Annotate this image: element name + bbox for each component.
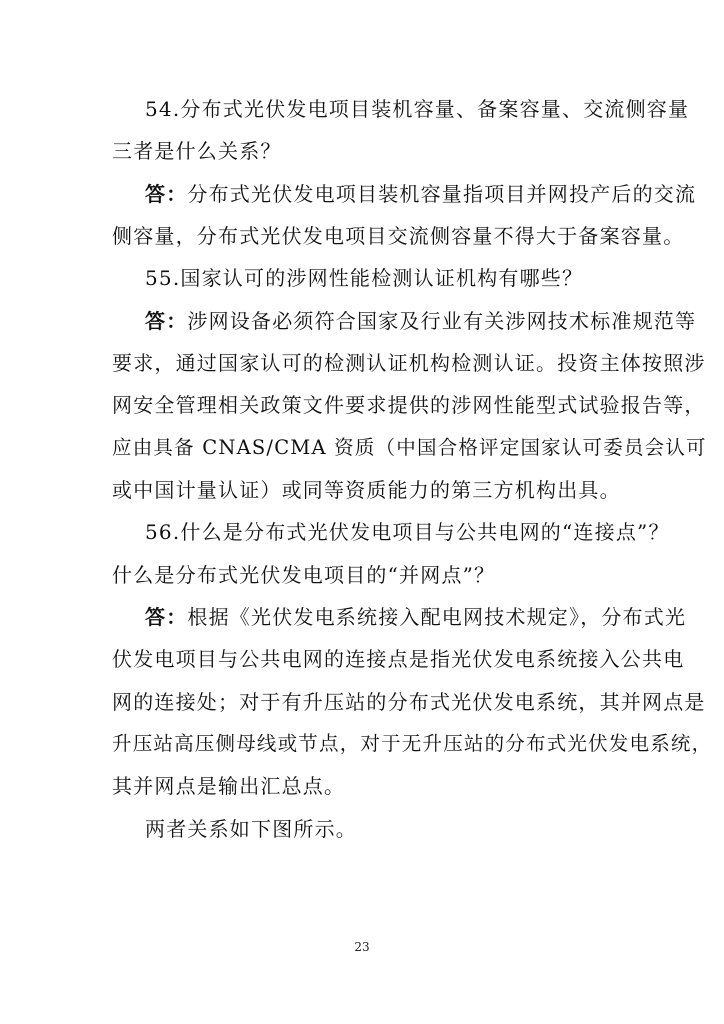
answer-54-text: 分布式光伏发电项目装机容量指项目并网投产后的交流	[187, 182, 697, 206]
question-56-line-2: 什么是分布式光伏发电项目的“并网点”？	[112, 563, 496, 587]
closing-sentence: 两者关系如下图所示。	[145, 817, 357, 841]
answer-54-line-2: 侧容量，分布式光伏发电项目交流侧容量不得大于备案容量。	[112, 224, 685, 248]
page-number: 23	[354, 940, 370, 954]
answer-55-line-3: 网安全管理相关政策文件要求提供的涉网性能型式试验报告等，	[112, 393, 706, 417]
answer-55-text: 涉网设备必须符合国家及行业有关涉网技术标准规范等	[187, 309, 697, 333]
answer-label: 答：	[145, 309, 188, 333]
question-54-line-2: 三者是什么关系？	[112, 139, 282, 163]
question-56-line-1: 56.什么是分布式光伏发电项目与公共电网的“连接点”？	[145, 520, 670, 544]
answer-56-line-2: 伏发电项目与公共电网的连接点是指光伏发电系统接入公共电	[112, 647, 685, 671]
answer-56-line-1	[145, 603, 686, 631]
answer-56-line-5: 其并网点是输出汇总点。	[112, 774, 346, 798]
answer-56-line-3: 网的连接处；对于有升压站的分布式光伏发电系统，其并网点是	[112, 690, 706, 714]
question-55-line-1: 55.国家认可的涉网性能检测认证机构有哪些？	[145, 266, 584, 290]
answer-55-line-4: 应由具备 CNAS/CMA 资质（中国合格评定国家认可委员会认可	[112, 436, 707, 459]
answer-54-line-1	[145, 180, 696, 208]
answer-56-line-4: 升压站高压侧母线或节点，对于无升压站的分布式光伏发电系统，	[112, 732, 713, 755]
answer-label: 答：	[145, 605, 188, 629]
answer-56-text: 根据《光伏发电系统接入配电网技术规定》，分布式光	[187, 605, 687, 629]
answer-55-line-1	[145, 307, 696, 335]
question-54-line-1: 54.分布式光伏发电项目装机容量、备案容量、交流侧容量	[145, 97, 690, 121]
answer-55-line-5: 或中国计量认证）或同等资质能力的第三方机构出具。	[112, 478, 621, 502]
answer-label: 答：	[145, 182, 188, 206]
answer-55-line-2: 要求，通过国家认可的检测认证机构检测认证。投资主体按照涉	[112, 351, 706, 375]
